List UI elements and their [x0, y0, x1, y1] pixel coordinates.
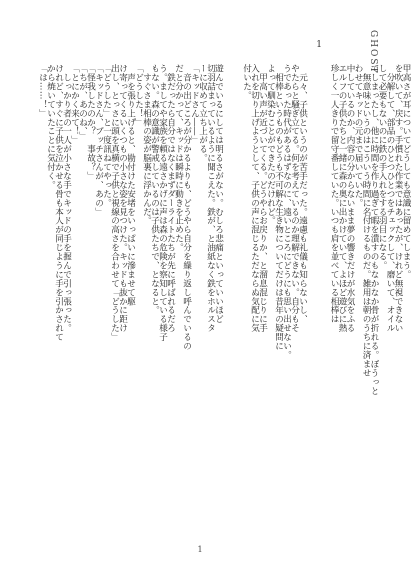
text-column: エルフの子供たちと一緒に森の奥に出かけていて、よほど遊びに熱: [337, 64, 347, 333]
text-column: もない。森の意識が警戒しているのは子供たちで、となると。: [149, 64, 160, 315]
text-column: 切羽詰まっているように聞こえた。鉄が、と油紙なく鉄をホルスタ: [205, 64, 216, 333]
text-column: よって馴染むことができたのだけれど。: [265, 64, 276, 226]
text-column: けれど、すぐに子供を泣かせる骨も本人が同じように手を引かされて: [53, 64, 64, 342]
text-column: てしまったし、他に時間を作り過ぎて暇を潰すのもなかなか骨が折れる。ぼうっと: [369, 64, 379, 396]
text-column: 声を張り上げると、勘付けた安堵をいっぱいに滲ませて駆: [125, 64, 136, 306]
text-column: 元々、子供というのが苦手だった。遠慮も礼儀も知らないし、: [297, 64, 308, 324]
text-column: 入れを切り上げようとして、子供の声に混じるただならぬ気配に気: [249, 64, 260, 333]
text-column: 甲高さが耳についてどうしても意識に留めてしまう。: [401, 64, 411, 279]
text-column: すぐさま相棒の姿が脳裏に浮かんだ。: [141, 64, 152, 226]
running-title: GHOST: [368, 30, 378, 75]
text-column: 珍しく一人きりで留守番していた。いつも肩を並べている相棒は: [329, 64, 339, 324]
text-column: 「キッドさん――」: [189, 64, 200, 145]
text-column: 「どうした！」: [133, 64, 144, 127]
text-column: 相棒というものもどうも不可解な生き物についてだけは昔年の疑問に: [273, 64, 284, 351]
text-column: しっかり者の一人が小さな手でキッドの手を握んで引っ張った。: [61, 64, 72, 333]
text-column: 分解して、部品のひとつひとつをチェックして、磨いて、オイル: [385, 64, 395, 333]
text-column: 中しているのか、内容の分からないまま夢の響きだけが水気をふる: [345, 64, 355, 333]
text-column: 「キッドさん、ブッチさんが、あの」: [93, 64, 104, 217]
page-number: 1: [197, 545, 203, 554]
chapter-number: 1: [316, 40, 322, 50]
text-column: 「怪我したのか？ 事故？」: [85, 64, 96, 181]
text-column: け寄ってくるいくつもの小さな姿を見つけた。キッドも抜かに距け: [117, 64, 128, 333]
text-column: うであった時代があるはずなのに、遠いところにどうにも思い出せない。: [281, 64, 292, 360]
text-column: を吹いて、戻す。手慣れた作業ではあったが、けれど無視できない: [393, 64, 403, 333]
text-column: 音の出どころが分かるよりも、どうやら自分を繰り返し呼んでいるの: [181, 64, 192, 351]
text-column: 「は……！」: [37, 64, 48, 118]
text-column: ーに収めて立ち上がる。: [197, 64, 208, 163]
text-column: から焼いていたことに気付く。: [45, 64, 56, 190]
text-column: 遊んでいるにしては明るさがない。むしろ悲痛といっていいほど: [213, 64, 224, 324]
text-column: やたらと騒ぎ立てる。何を考えているのか理解できない。自分もそ: [289, 64, 300, 333]
text-column: 付いた。: [241, 64, 252, 100]
text-column: 「ちが、あのね、」: [77, 64, 88, 141]
text-column: して必要もないのに鉄の手入れをする羽目になる。: [377, 64, 387, 270]
text-column: だと分かって、キッドは瞬時に動きを止めた。: [173, 64, 184, 252]
text-column: わせてキッドの元まで届いていた。: [353, 64, 363, 208]
text-column: う。ましてや家族を頼る遠さかげに声は森の危険を察知している様子: [157, 64, 168, 342]
text-column: 鉄だったら自分ではなくまずダーライトたちが先に呼ばれるだろ: [165, 64, 176, 333]
text-column: 「とにかく来て！」: [69, 64, 80, 145]
text-column: 甲高い声が近づいてくる。どうやらお戻りか、と溜息混じりに手: [257, 64, 268, 333]
text-column: 出し、とっさに頭を真横で子供と視線の高さを合わせて「どうした」: [109, 64, 120, 342]
text-column: 「どうした」と一度訊ねてやった。: [101, 64, 112, 208]
text-column: 無意味というのはこういう時間に名付けるものだ。雑用は朝のうちに済ませ: [361, 64, 371, 378]
